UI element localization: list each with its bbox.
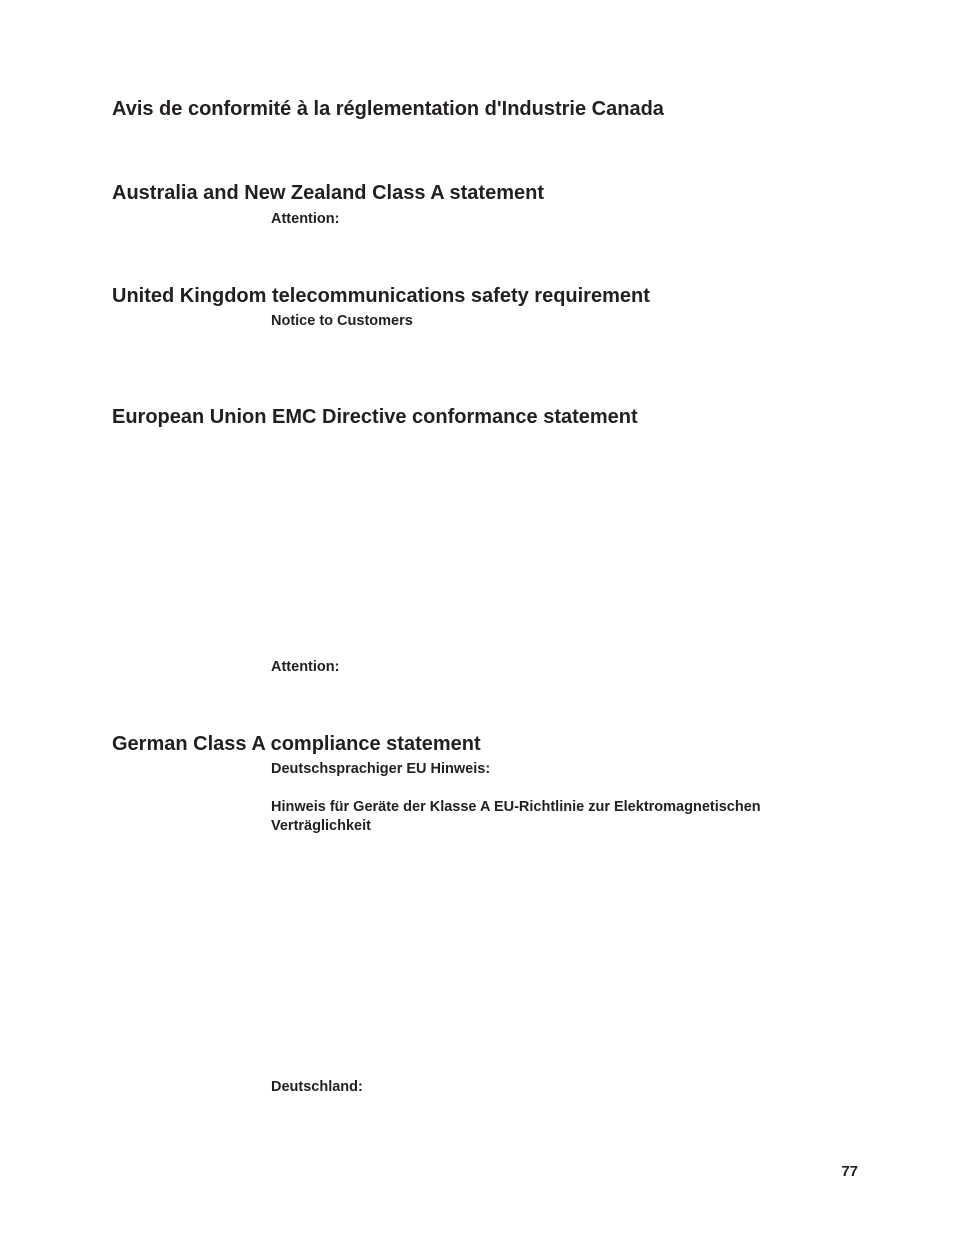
heading-australia-new-zealand: Australia and New Zealand Class A statement (112, 182, 544, 204)
eu-attention-label: Attention: (271, 659, 340, 675)
germany-label: Deutschland: (271, 1079, 363, 1095)
heading-uk-telecom-safety: United Kingdom telecommunications safety requirement (112, 285, 650, 307)
heading-industry-canada: Avis de conformité à la réglementation d'Industrie Canada (112, 98, 664, 120)
uk-notice-label: Notice to Customers (271, 313, 413, 329)
australia-attention-label: Attention: (271, 211, 340, 227)
german-class-a-notice-label: Hinweis für Geräte der Klasse A EU-Richtlinie zur Elektromagnetischen Verträglichkeit (271, 799, 761, 834)
heading-german-class-a: German Class A compliance statement (112, 733, 481, 755)
page-number: 77 (841, 1163, 858, 1180)
heading-eu-emc-directive: European Union EMC Directive conformance statement (112, 406, 638, 428)
german-eu-notice-label: Deutschsprachiger EU Hinweis: (271, 761, 491, 777)
